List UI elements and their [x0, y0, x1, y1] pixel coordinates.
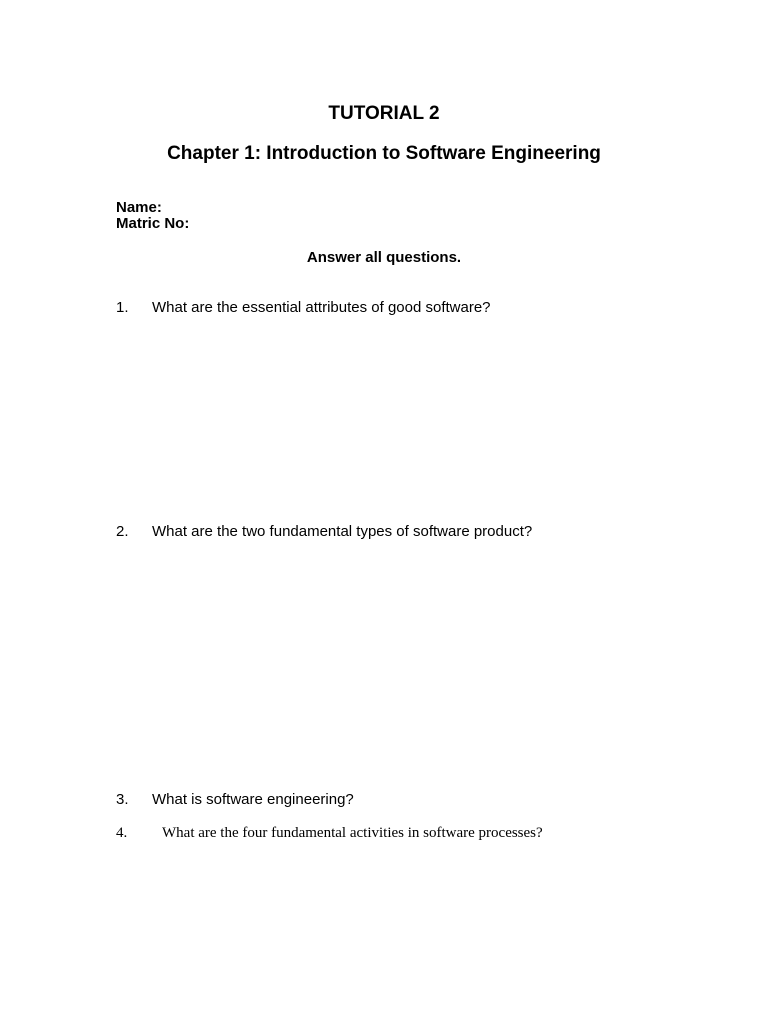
name-label: Name:	[116, 199, 162, 216]
question-number: 3.	[116, 791, 129, 808]
question-text: What are the four fundamental activities in software processes?	[162, 825, 543, 841]
question-number: 4.	[116, 825, 128, 841]
question-text: What is software engineering?	[152, 791, 354, 808]
question-number: 1.	[116, 299, 129, 316]
document-title: TUTORIAL 2	[328, 103, 440, 124]
question-text: What are the two fundamental types of software product?	[152, 523, 533, 540]
matric-no-label: Matric No:	[116, 215, 190, 232]
instruction-text: Answer all questions.	[306, 249, 462, 266]
question-number: 2.	[116, 523, 129, 540]
question-text: What are the essential attributes of good software?	[152, 299, 491, 316]
chapter-heading: Chapter 1: Introduction to Software Engineering	[167, 143, 601, 164]
